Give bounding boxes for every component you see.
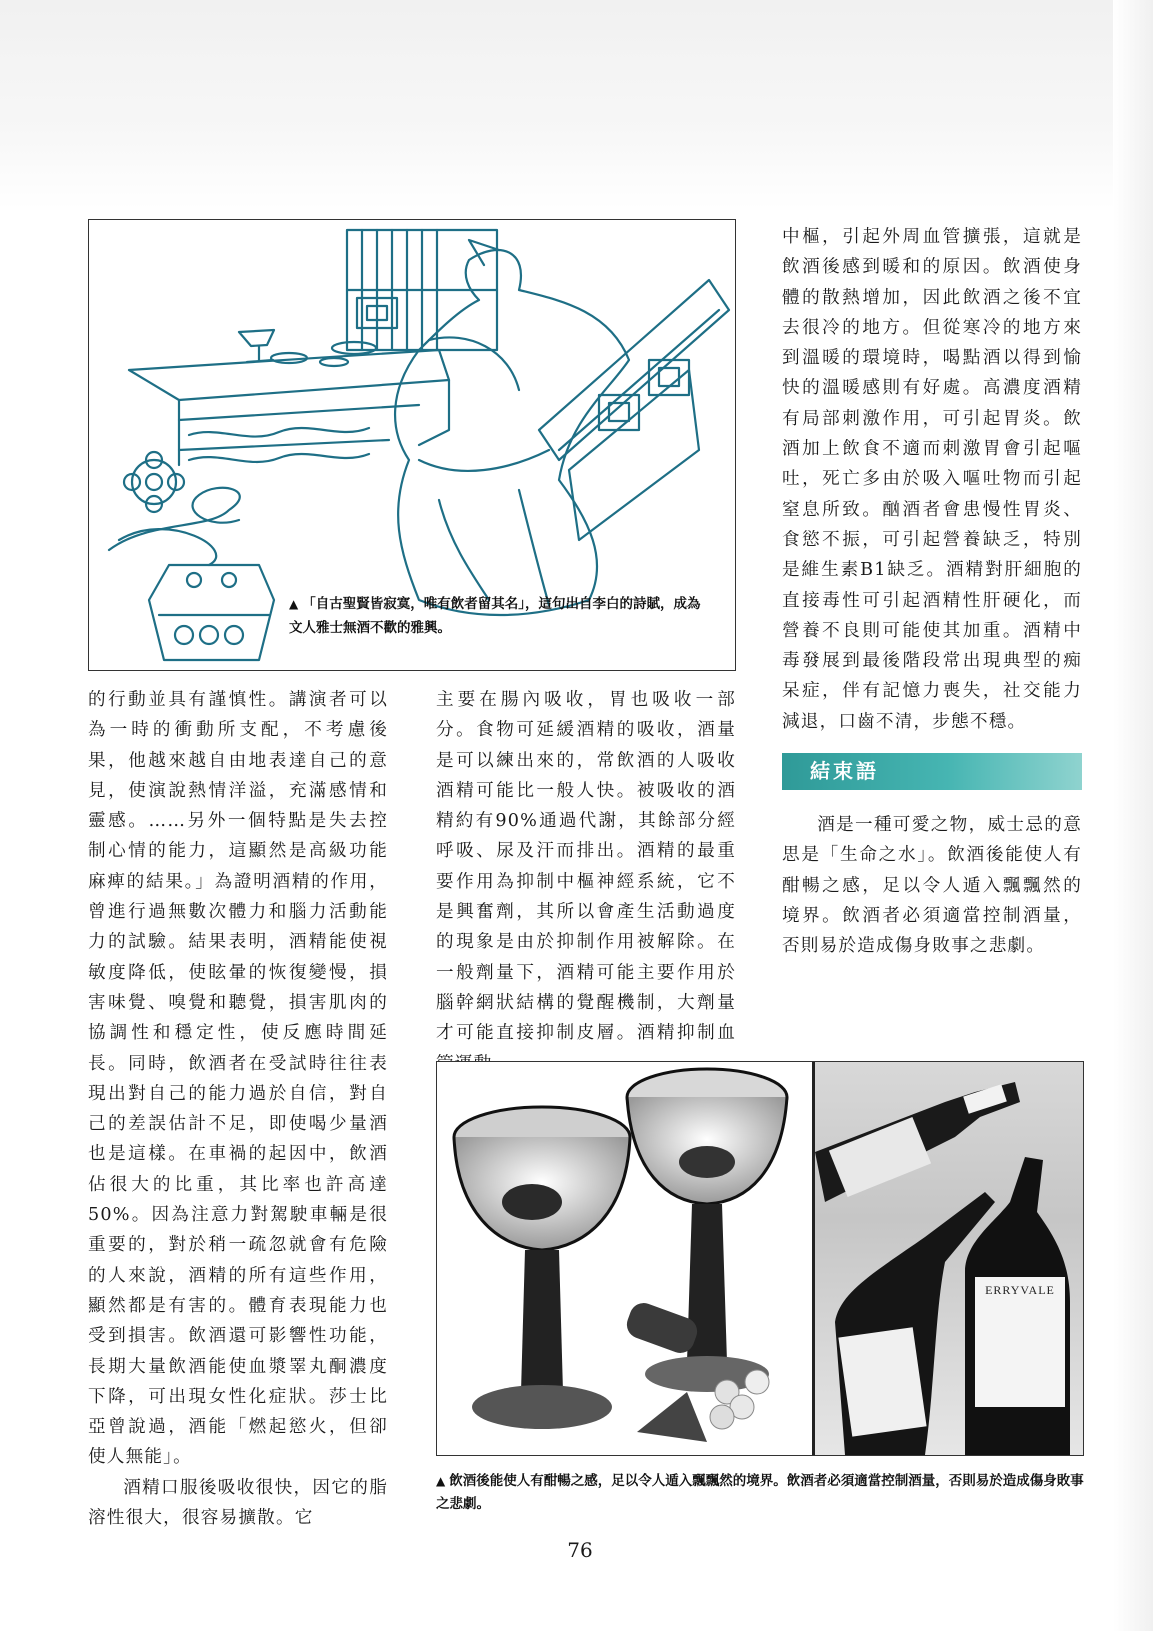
illustration-caption-text: 「自古聖賢皆寂寞，唯有飲者留其名」，這句出自李白的詩賦，成為文人雅士無酒不歡的雅興。 (289, 596, 701, 636)
wine-bottles-drawing (815, 1062, 1083, 1455)
page-number: 76 (567, 1538, 593, 1562)
photo-caption (436, 1470, 1086, 1516)
section-heading: 結束語 (782, 753, 1082, 790)
conclusion-column (782, 810, 1082, 961)
right-paragraph: 中樞，引起外周血管擴張，這就是飲酒後感到暖和的原因。飲酒使身體的散熱增加，因此飲酒之後不宜去很冷的地方。但從寒冷的地方來到溫暖的環境時，喝點酒以得到愉快的溫暖感則有好處。高濃度酒精有局部刺激作用，可引起胃炎。飲酒加上飲食不適而刺激胃會引起嘔吐，死亡多由於吸入嘔吐物而引起窒息所致。酗酒者會患慢性胃炎、食慾不振，可引起營養缺乏，特別是維生素B1缺乏。酒精對肝細胞的直接毒性可引起酒精性肝硬化，而營養不良則可能使其加重。酒精中毒發展到最後階段常出現典型的痴呆症，伴有記憶力喪失，社交能力減退，口齒不清，步態不穩。 (782, 227, 1082, 732)
photo-caption-marker: ▲ (436, 1474, 446, 1488)
illustration-frame (88, 219, 736, 671)
left-paragraph-2: 酒精口服後吸收很快，因它的脂溶性很大，很容易擴散。它 (88, 1477, 388, 1529)
conclusion-paragraph: 酒是一種可愛之物，威士忌的意思是「生命之水」。飲酒後能使人有酣暢之感，足以令人遁入飄飄然的境界。飲酒者必須適當控制酒量，否則易於造成傷身敗事之悲劇。 (782, 815, 1082, 957)
right-edge-shadow (1113, 0, 1153, 1631)
wine-glasses-photo (437, 1062, 812, 1455)
wine-photo-frame (436, 1061, 1084, 1456)
bottle-label-text: ERRYVALE (985, 1283, 1055, 1297)
illustration-caption (289, 592, 709, 640)
caption-marker: ▲ (289, 597, 299, 611)
left-paragraph-1: 的行動並具有謹慎性。講演者可以為一時的衝動所支配，不考慮後果，他越來越自由地表達自己的意見，使演說熱情洋溢，充滿感情和靈感。……另外一個特點是失去控制心情的能力，這顯然是高級功能麻痺的結果。」為證明酒精的作用，曾進行過無數次體力和腦力活動能力的試驗。結果表明，酒精能使視敏度降低，使眩暈的恢復變慢，損害味覺、嗅覺和聽覺，損害肌肉的協調性和穩定性，使反應時間延長。同時，飲酒者在受試時往往表現出對自己的能力過於自信，對自己的差誤估計不足，即使喝少量酒也是這樣。在車禍的起因中，飲酒佔很大的比重，其比率也許高達50%。因為注意力對駕駛車輛是很重要的，對於稍一疏忽就會有危險的人來說，酒精的所有這些作用，顯然都是有害的。體育表現能力也受到損害。飲酒還可影響性功能，長期大量飲酒能使血漿睪丸酮濃度下降，可出現女性化症狀。莎士比亞曾說過，酒能「燃起慾火，但卻使人無能」。 (88, 690, 388, 1468)
middle-paragraph: 主要在腸內吸收，胃也吸收一部分。食物可延緩酒精的吸收，酒量是可以練出來的，常飲酒的人吸收酒精可能比一般人快。被吸收的酒精約有90%通過代謝，其餘部分經呼吸、尿及汗而排出。酒精的最重要作用為抑制中樞神經系統，它不是興奮劑，其所以會產生活動過度的現象是由於抑制作用被解除。在一般劑量下，酒精可能主要作用於腦幹網狀結構的覺醒機制，大劑量才可能直接抑制皮層。酒精抑制血 (436, 690, 736, 1044)
top-background-texture (0, 0, 1153, 210)
photo-caption-text: 飲酒後能使人有酣暢之感，足以令人遁入飄飄然的境界。飲酒者必須適當控制酒量，否則易於造成傷身敗事之悲劇。 (436, 1473, 1084, 1512)
wine-bottles-photo (815, 1062, 1083, 1455)
text-column-left (88, 685, 388, 1533)
wine-glasses-drawing (437, 1062, 812, 1455)
text-column-right (782, 222, 1082, 737)
text-column-middle (436, 685, 736, 1079)
